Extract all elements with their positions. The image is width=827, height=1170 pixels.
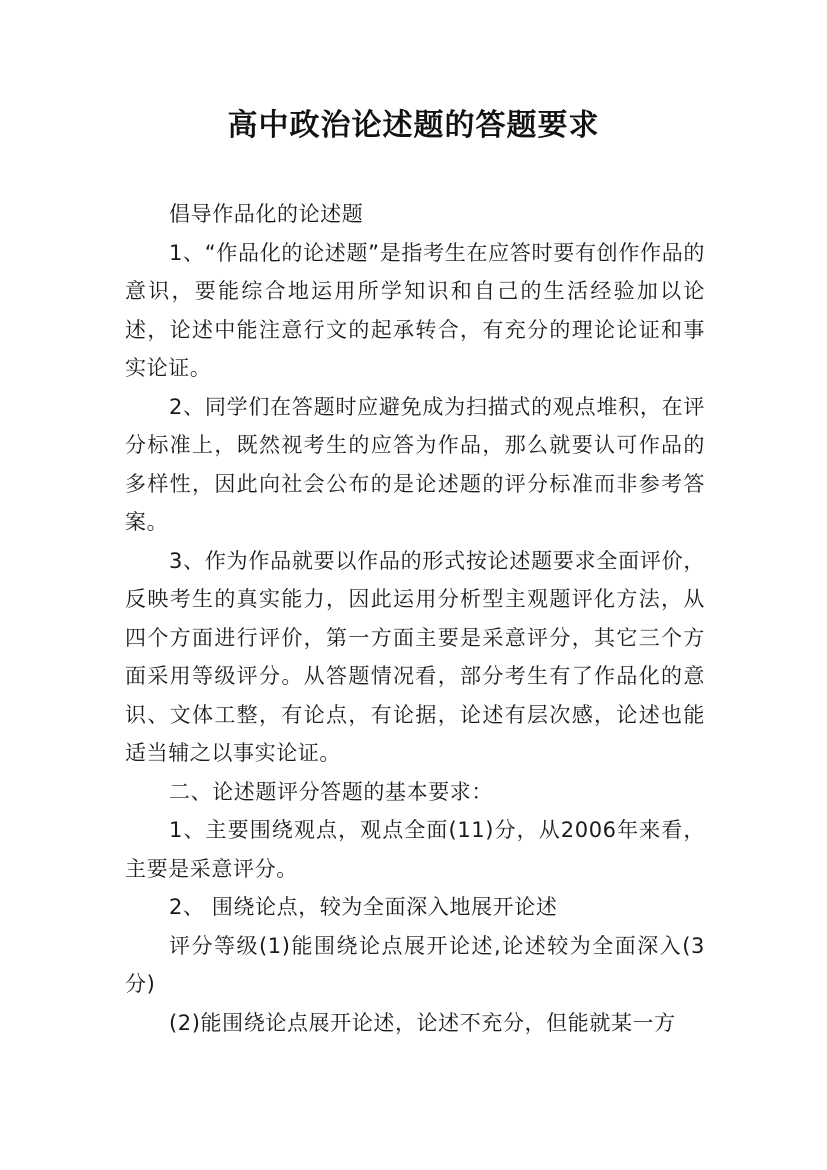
paragraph-point-2: 2、同学们在答题时应避免成为扫描式的观点堆积，在评分标准上，既然视考生的应答为作品，那么就要认可作品的多样性，因此向社会公布的是论述题的评分标准而非参考答案。 — [125, 394, 705, 534]
paragraph-point-3: 3、作为作品就要以作品的形式按论述题要求全面评价，反映考生的真实能力，因此运用分析型主观题评化方法，从四个方面进行评价，第一方面主要是采意评分，其它三个方面采用等级评分。从答题情况看，部分考生有了作品化的意识、文体工整，有论点，有论据，论述有层次感，论述也能适当辅之以事实论证。 — [125, 548, 705, 765]
document-body — [125, 195, 705, 1042]
paragraph-grading-level-1: 评分等级(1)能围绕论点展开论述,论述较为全面深入(3分) — [125, 933, 705, 996]
paragraph-requirement-2: 2、 围绕论点，较为全面深入地展开论述 — [169, 895, 558, 919]
paragraph-requirement-1: 1、主要围绕观点，观点全面(11)分，从2006年来看，主要是采意评分。 — [125, 818, 705, 881]
paragraph-point-1: 1、“作品化的论述题”是指考生在应答时要有创作作品的意识，要能综合地运用所学知识和自己的生活经验加以论述，论述中能注意行文的起承转合，有充分的理论论证和事实论证。 — [125, 240, 705, 380]
document-title: 高中政治论述题的答题要求 — [227, 108, 600, 143]
paragraph-heading-1: 倡导作品化的论述题 — [169, 202, 364, 226]
paragraph-grading-level-2: (2)能围绕论点展开论述，论述不充分，但能就某一方 — [169, 1010, 676, 1035]
paragraph-heading-2: 二、论述题评分答题的基本要求： — [169, 779, 493, 804]
